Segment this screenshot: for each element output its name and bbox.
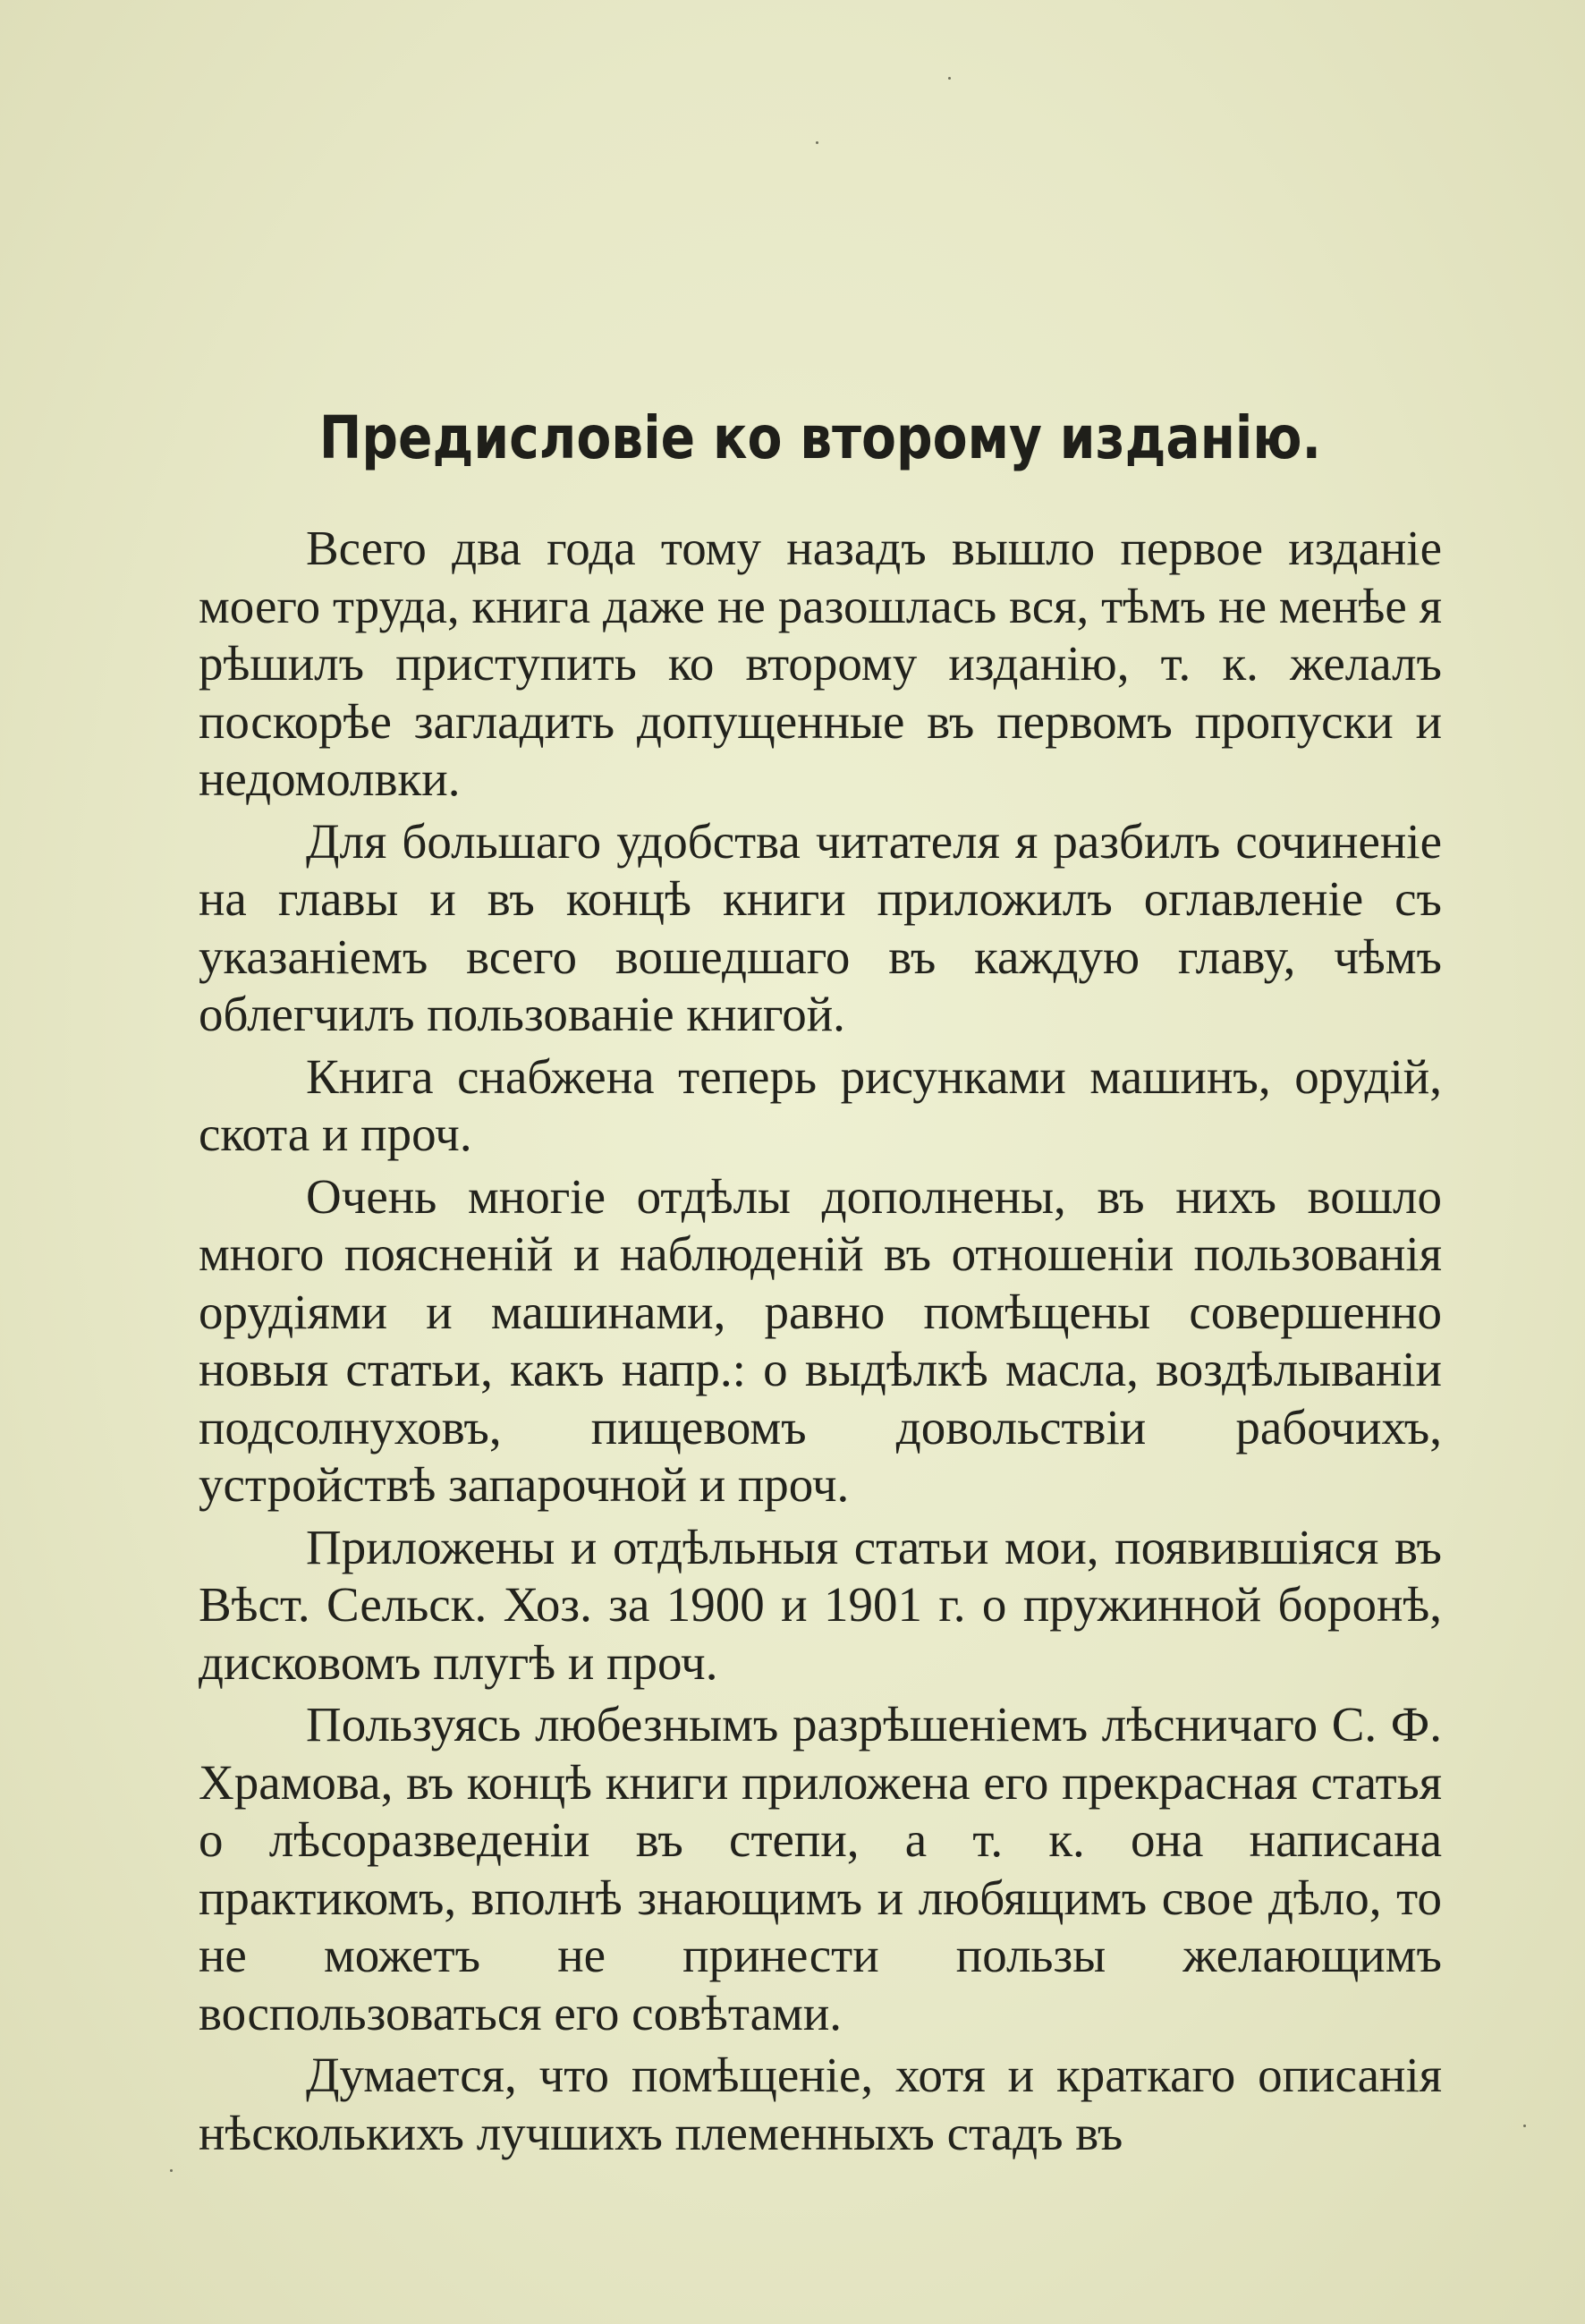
paragraph-3: Книга снабжена теперь рисунками машинъ, орудій, скота и проч. xyxy=(199,1048,1442,1161)
paragraph-1: Всего два года тому назадъ вышло первое изданіе моего труда, книга даже не разошлась вся, тѣмъ не менѣе я рѣшилъ приступить ко второму изданію, т. к. желалъ поскорѣе загладить допущенные въ первомъ пропуски и недомолвки. xyxy=(199,521,1442,806)
paragraph-2: Для большаго удобства читателя я разбилъ сочиненіе на главы и въ концѣ книги приложилъ оглавленіе съ указаніемъ всего вошедшаго въ каждую главу, чѣмъ облегчилъ пользованіе книгой. xyxy=(199,813,1442,1041)
paper-speck xyxy=(816,141,818,144)
paragraph-5: Приложены и отдѣльныя статьи мои, появившіяся въ Вѣст. Сельск. Хоз. за 1900 и 1901 г. о пружинной боронѣ, дисковомъ плугѣ и проч. xyxy=(199,1519,1442,1690)
paper-speck xyxy=(1523,2125,1526,2127)
paper-speck xyxy=(948,77,951,80)
preface-body xyxy=(199,520,1442,2162)
paper-speck xyxy=(170,2169,173,2172)
page-heading: Предисловіе ко второму изданію. xyxy=(318,403,1322,472)
paragraph-4: Очень многіе отдѣлы дополнены, въ нихъ вошло много поясненій и наблюденій въ отношеніи пользованія орудіями и машинами, равно помѣщены совершенно новыя статьи, какъ напр.: о выдѣлкѣ масла, воздѣлываніи подсолнуховъ, пищевомъ довольствіи рабочихъ, устройствѣ запарочной и проч. xyxy=(199,1168,1442,1512)
paragraph-6: Пользуясь любезнымъ разрѣшеніемъ лѣсничаго С. Ф. Храмова, въ концѣ книги приложена его прекрасная статья о лѣсоразведеніи въ степи, а т. к. она написана практикомъ, вполнѣ знающимъ и любящимъ свое дѣло, то не можетъ не принести пользы желающимъ воспользоваться его совѣтами. xyxy=(199,1697,1442,2040)
paragraph-7: Думается, что помѣщеніе, хотя и краткаго описанія нѣсколькихъ лучшихъ племенныхъ стадъ въ xyxy=(199,2048,1442,2160)
